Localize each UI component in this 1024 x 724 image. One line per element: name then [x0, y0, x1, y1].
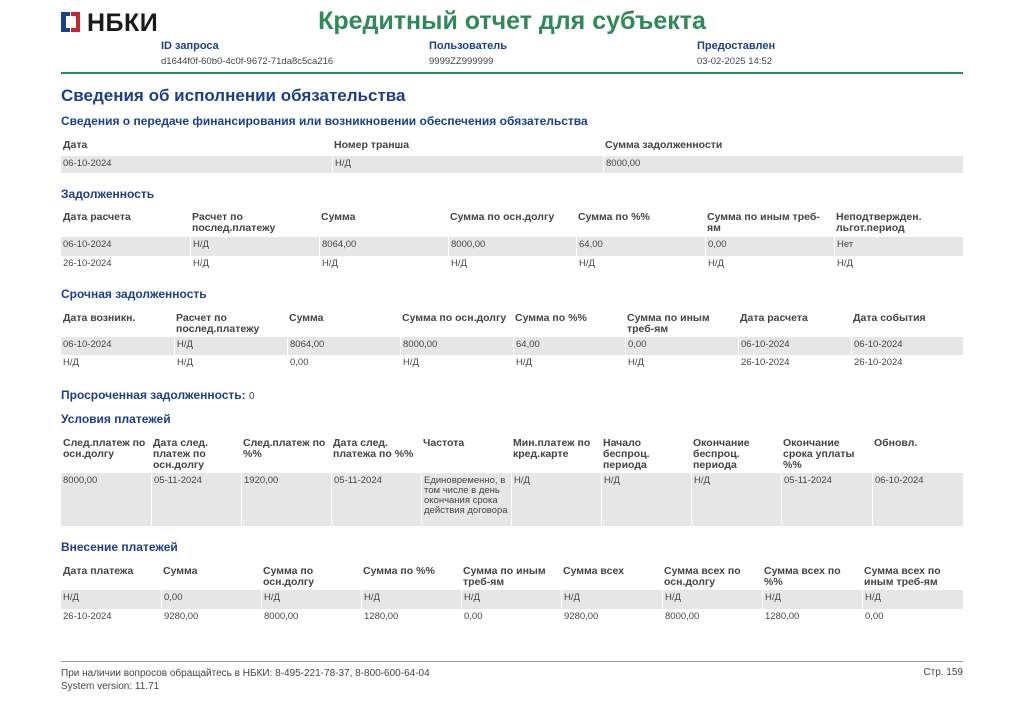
- urgent-debt-title: Срочная задолженность: [61, 287, 207, 301]
- table-cell: 8000,00: [400, 337, 513, 355]
- table-cell: 8064,00: [287, 337, 400, 355]
- table-header-cell: Окончание срока уплаты %%: [783, 437, 855, 471]
- table-cell: Н/Д: [190, 237, 319, 256]
- table-cell: 8000,00: [603, 156, 963, 173]
- table-header-cell: Сумма по осн.долгу: [450, 211, 555, 223]
- table-cell: Н/Д: [319, 256, 448, 275]
- payment-terms-title: Условия платежей: [61, 412, 171, 426]
- table-cell: Нет: [834, 237, 963, 256]
- table-cell: 64,00: [513, 337, 625, 355]
- user-block: [429, 40, 507, 67]
- table-header-cell: Неподтвержден. льгот.период: [836, 211, 922, 234]
- table-cell: Н/Д: [691, 473, 781, 526]
- table-header-cell: Сумма всех по %%: [764, 565, 841, 588]
- report-title: Кредитный отчет для субъекта: [318, 7, 706, 35]
- table-header-cell: Сумма по %%: [515, 312, 587, 324]
- table-cell: 26-10-2024: [63, 258, 112, 269]
- table-header-cell: Сумма: [163, 565, 198, 577]
- table-cell: Единовременно, в том числе в день окончания срока действия договора: [421, 473, 511, 526]
- table-header-cell: Дата расчета: [63, 211, 131, 223]
- table-header-cell: Дата возникн.: [63, 312, 136, 324]
- table-cell: 64,00: [576, 237, 705, 256]
- table-header-cell: Сумма: [289, 312, 324, 324]
- table-header-cell: Сумма по осн.долгу: [402, 312, 507, 324]
- table-cell: 06-10-2024: [61, 156, 332, 173]
- table-cell: Н/Д: [513, 355, 625, 373]
- user-label: Пользователь: [429, 40, 508, 52]
- table-cell: Н/Д: [190, 256, 319, 275]
- table-cell: Н/Д: [862, 590, 963, 609]
- table-cell: 8000,00: [662, 609, 762, 628]
- table-cell: 0,00: [287, 355, 400, 373]
- table-cell: 05-11-2024: [151, 473, 241, 526]
- table-cell: 9280,00: [161, 609, 261, 628]
- table-cell: Н/Д: [561, 590, 662, 609]
- request-id-label: ID запроса: [161, 40, 219, 52]
- overdue-debt-value: 0: [249, 391, 255, 402]
- table-cell: 06-10-2024: [872, 473, 963, 526]
- table-cell: 26-10-2024: [738, 355, 851, 373]
- table-cell: Н/Д: [61, 590, 161, 609]
- table-cell: 0,00: [461, 609, 561, 628]
- payments-table: [61, 566, 963, 628]
- table-cell: 0,00: [705, 237, 834, 256]
- provided-label: Предоставлен: [697, 40, 776, 52]
- table-header-cell: Дата: [63, 139, 88, 151]
- table-header-cell: Сумма по осн.долгу: [263, 565, 315, 588]
- table-cell: 06-10-2024: [61, 337, 174, 355]
- table-cell: Н/Д: [174, 355, 287, 373]
- table-cell: 06-10-2024: [738, 337, 851, 355]
- table-cell: 1280,00: [361, 609, 461, 628]
- table-cell: 1920,00: [241, 473, 331, 526]
- table-cell: Н/Д: [576, 256, 705, 275]
- table-cell: Н/Д: [625, 355, 738, 373]
- request-id-value: d1644f0f-60b0-4c0f-9672-71da8c5ca216: [161, 56, 334, 67]
- table-cell: 8064,00: [319, 237, 448, 256]
- table-header-cell: Мин.платеж по кред.карте: [513, 437, 591, 460]
- section-title: Сведения об исполнении обязательства: [61, 86, 406, 105]
- table-header-cell: Сумма по иным треб-ям: [463, 565, 546, 588]
- table-header-cell: Номер транша: [334, 139, 410, 151]
- table-header-cell: Дата платежа: [63, 565, 134, 577]
- provided-block: [697, 40, 775, 67]
- table-cell: Н/Д: [511, 473, 601, 526]
- debt-table: [61, 212, 963, 275]
- table-cell: 26-10-2024: [63, 611, 112, 622]
- table-header-cell: Сумма по %%: [578, 211, 650, 223]
- transfer-title: Сведения о передаче финансирования или возникновении обеспечения обязательства: [61, 114, 588, 128]
- table-header-cell: Дата расчета: [740, 312, 808, 324]
- table-cell: Н/Д: [448, 256, 576, 275]
- table-cell: Н/Д: [662, 590, 762, 609]
- table-cell: 26-10-2024: [851, 355, 963, 373]
- table-header-cell: Сумма: [321, 211, 356, 223]
- nbki-logo-icon: [61, 12, 81, 34]
- table-header-cell: Обновл.: [874, 437, 918, 449]
- table-header-cell: Окончание беспроц. периода: [693, 437, 750, 471]
- transfer-table: [61, 140, 963, 173]
- table-header-cell: Частота: [423, 437, 465, 449]
- table-cell: Н/Д: [834, 256, 963, 275]
- table-header-cell: Расчет по послед.платежу: [176, 312, 260, 335]
- overdue-debt-label: Просроченная задолженность:: [61, 388, 246, 402]
- table-cell: Н/Д: [762, 590, 862, 609]
- table-cell: 0,00: [625, 337, 738, 355]
- table-header-cell: След.платеж по %%: [243, 437, 326, 460]
- table-cell: 0,00: [862, 609, 963, 628]
- table-header-cell: Дата след. платеж по осн.долгу: [153, 437, 209, 471]
- provided-value: 03-02-2025 14:52: [697, 56, 773, 67]
- footer: [61, 667, 430, 693]
- table-header-cell: Дата след. платежа по %%: [333, 437, 414, 460]
- table-header-cell: Сумма всех по осн.долгу: [664, 565, 741, 588]
- table-header-cell: Сумма всех: [563, 565, 625, 577]
- table-cell: 8000,00: [261, 609, 361, 628]
- page-number: Стр. 159: [923, 667, 963, 678]
- logo-text: НБКИ: [87, 8, 159, 37]
- table-cell: 06-10-2024: [851, 337, 963, 355]
- table-cell: 9280,00: [561, 609, 662, 628]
- header-divider: [61, 72, 963, 74]
- table-cell: Н/Д: [601, 473, 691, 526]
- table-cell: Н/Д: [63, 357, 79, 368]
- footer-version: System version: 11.71: [61, 681, 160, 692]
- table-cell: 06-10-2024: [61, 237, 190, 256]
- user-value: 9999ZZ999999: [429, 56, 494, 67]
- footer-contact: При наличии вопросов обращайтесь в НБКИ: 8-495-221-78-37, 8-800-600-64-04: [61, 668, 430, 679]
- table-cell: Н/Д: [332, 156, 603, 173]
- table-header-cell: Расчет по послед.платежу: [192, 211, 276, 234]
- table-cell: Н/Д: [361, 590, 461, 609]
- payment-terms-table: [61, 438, 963, 526]
- payments-title: Внесение платежей: [61, 540, 178, 554]
- table-header-cell: Сумма по иным треб-ям: [627, 312, 710, 335]
- table-header-cell: След.платеж по осн.долгу: [63, 437, 146, 460]
- table-cell: 0,00: [161, 590, 261, 609]
- debt-title: Задолженность: [61, 187, 155, 201]
- table-header-cell: Сумма по %%: [363, 565, 435, 577]
- table-cell: 05-11-2024: [781, 473, 872, 526]
- table-header-cell: Начало беспроц. периода: [603, 437, 650, 471]
- overdue-debt: [61, 388, 255, 402]
- nbki-logo: [61, 8, 158, 38]
- table-cell: Н/Д: [400, 355, 513, 373]
- table-cell: Н/Д: [705, 256, 834, 275]
- table-cell: 1280,00: [762, 609, 862, 628]
- urgent-debt-table: [61, 313, 963, 373]
- table-cell: 8000,00: [61, 473, 151, 526]
- table-cell: Н/Д: [261, 590, 361, 609]
- table-cell: 05-11-2024: [331, 473, 421, 526]
- table-cell: Н/Д: [461, 590, 561, 609]
- table-header-cell: Сумма задолженности: [605, 139, 723, 151]
- table-header-cell: Дата события: [853, 312, 926, 324]
- table-header-cell: Сумма всех по иным треб-ям: [864, 565, 941, 588]
- request-id-block: [161, 40, 333, 67]
- table-header-cell: Сумма по иным треб-ям: [707, 211, 820, 234]
- table-cell: Н/Д: [174, 337, 287, 355]
- table-cell: 8000,00: [448, 237, 576, 256]
- footer-divider: [61, 661, 963, 662]
